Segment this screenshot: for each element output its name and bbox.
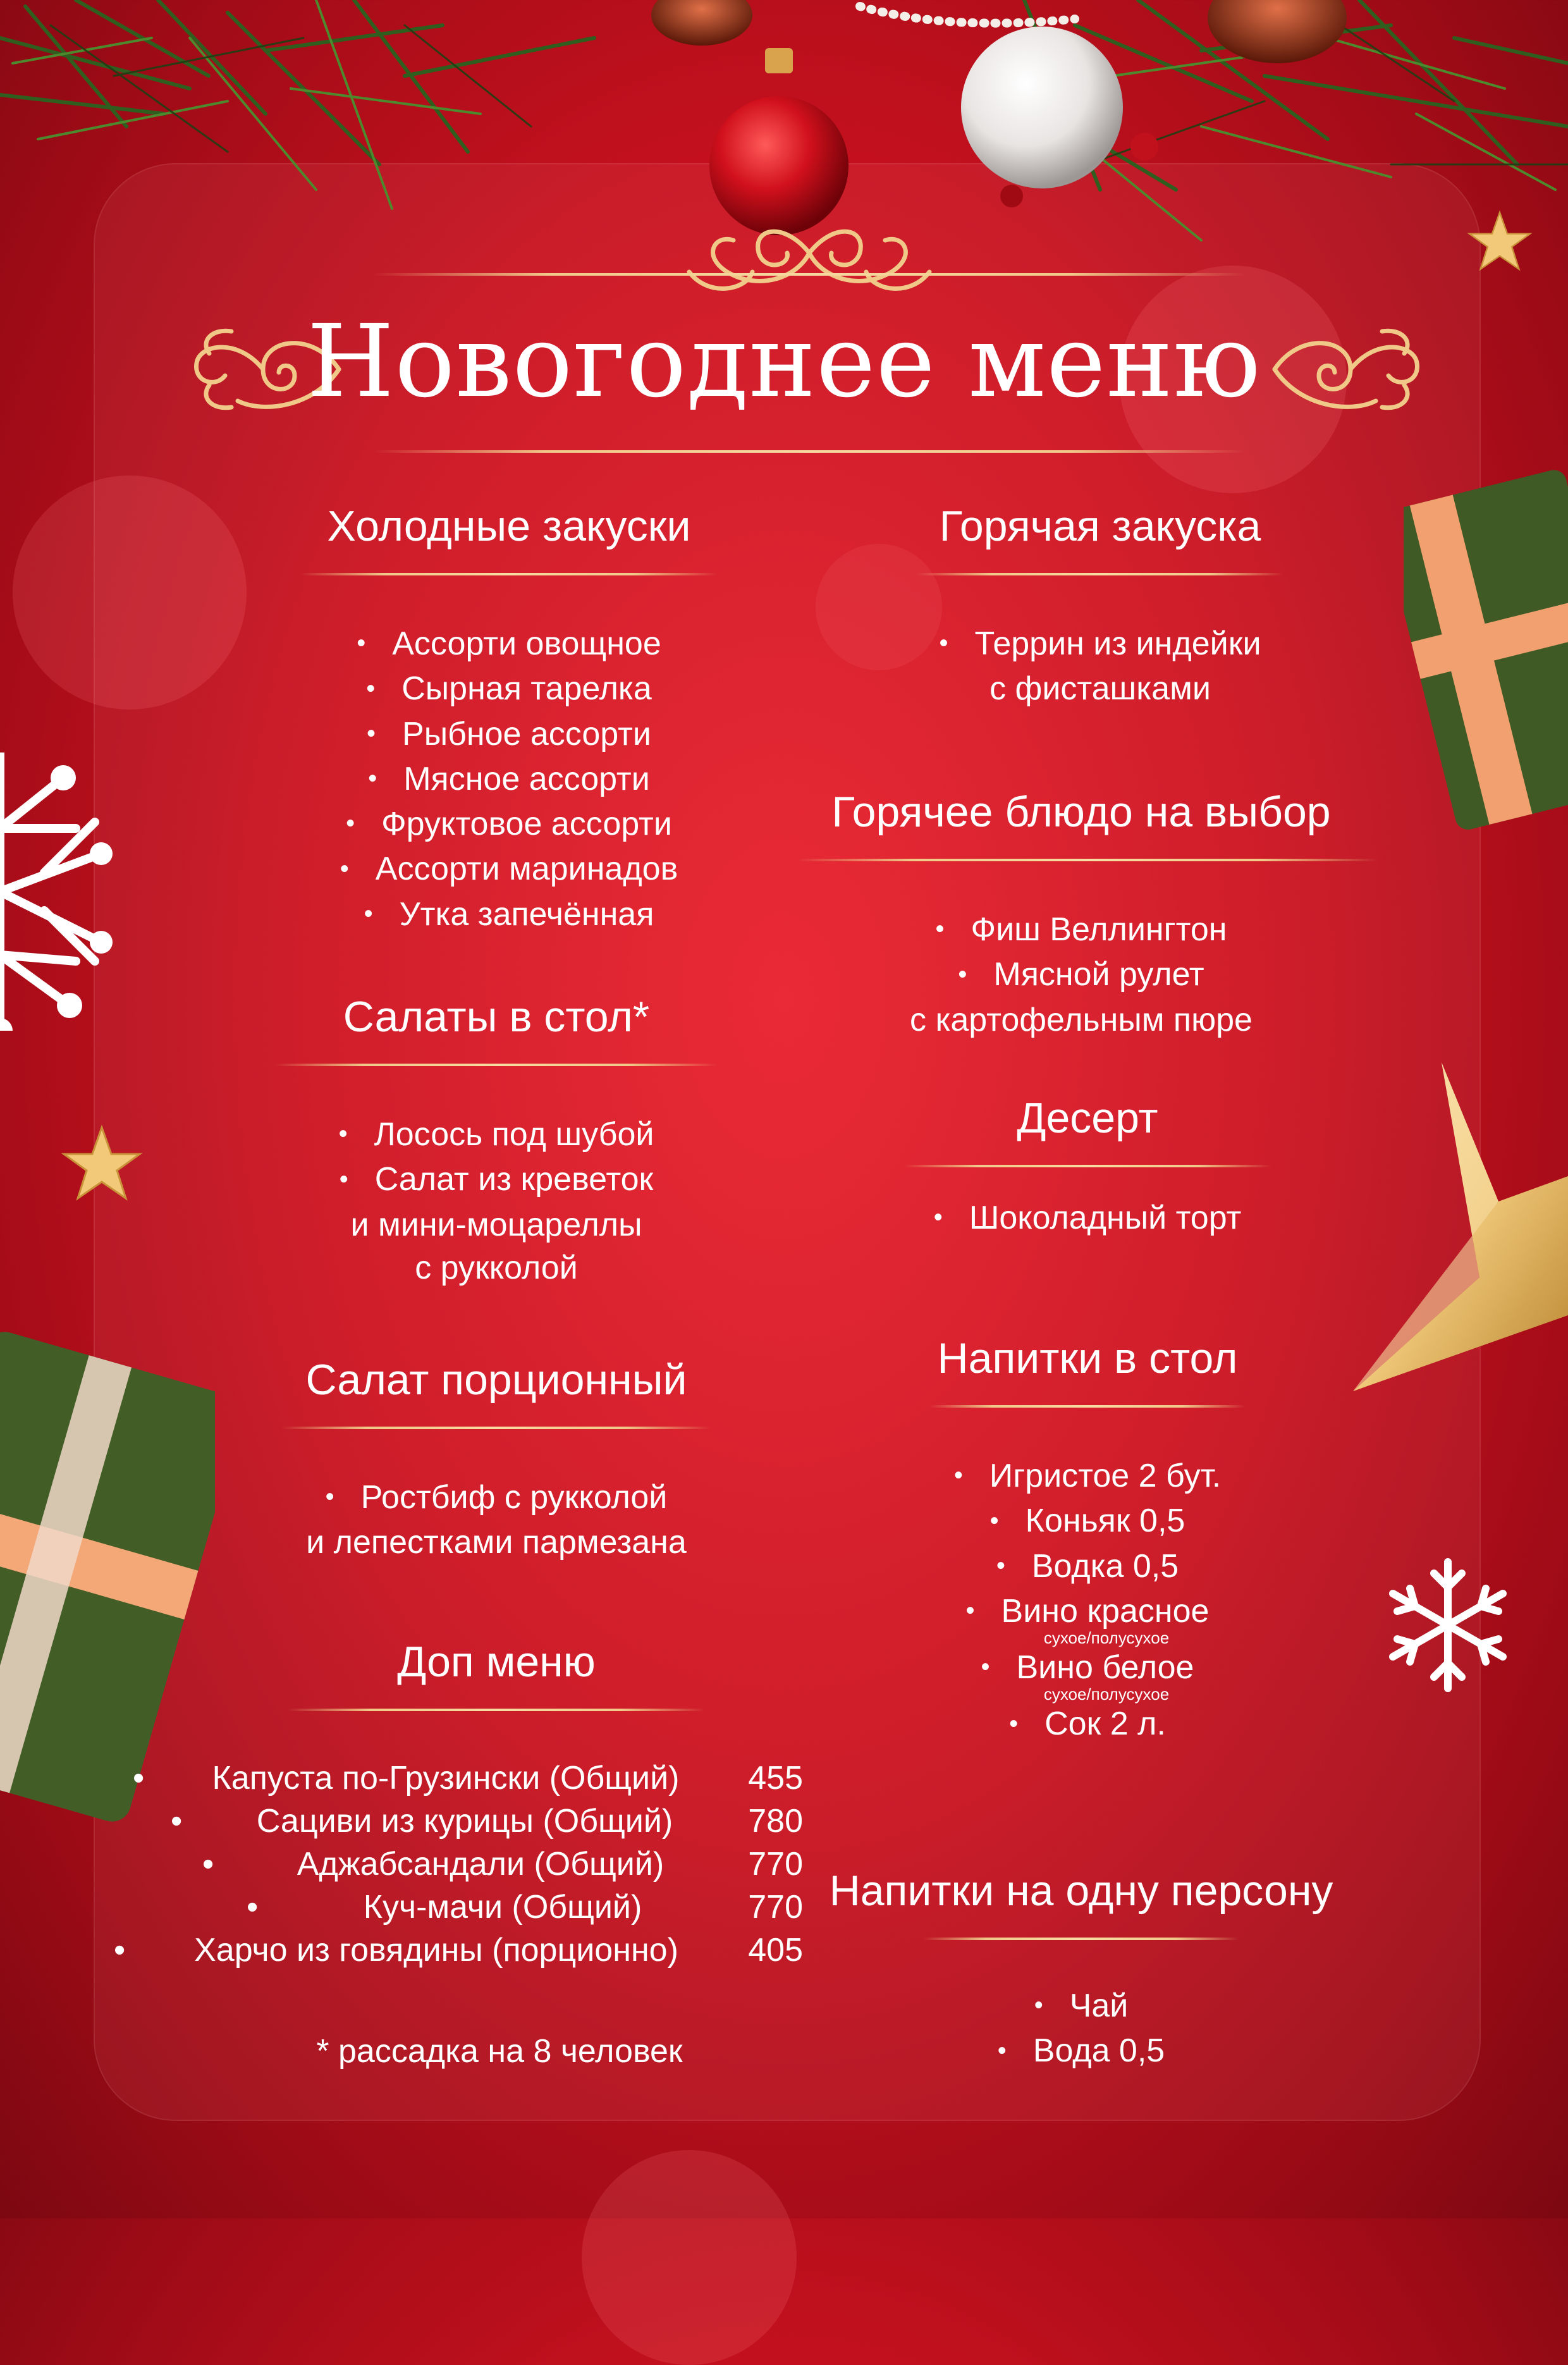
menu-item: • Сок 2 л. [1009,1705,1166,1743]
menu-item: • Сырная тарелка [366,670,652,708]
extra-menu-list [114,1757,803,1972]
snowflake-icon [1378,1556,1517,1695]
section-portion-salad [266,1354,727,1564]
menu-item: • Террин из индейки с фисташками [939,625,1261,708]
gold-star-icon [61,1124,143,1207]
extra-menu-item: • Капуста по-Грузински (Общий) 455 [133,1757,803,1800]
menu-item: • Коньяк 0,5 [989,1502,1185,1540]
section-divider [917,573,1283,575]
ornament-flourish-top [670,215,948,304]
extra-menu-item: • Харчо из говядины (порционно) 405 [133,1929,803,1972]
section-divider [929,1405,1246,1408]
section-drinks-per-person [797,1865,1366,2075]
section-title: Напитки на одну персону [829,1867,1333,1915]
section-title: Горячая закуска [939,502,1261,550]
gold-star-icon [1467,210,1533,276]
bokeh-circle [582,2150,797,2365]
section-title: Десерт [1017,1094,1158,1142]
menu-item: • Шоколадный торт [933,1200,1242,1236]
pinecone-icon [651,0,752,46]
extra-menu-item: • Куч-мачи (Общий) 770 [133,1886,803,1929]
menu-item: • Фиш Веллингтон [935,911,1227,948]
price: 770 [748,1889,803,1926]
extra-menu-item: • Сациви из курицы (Общий) 780 [133,1800,803,1843]
red-ornament-icon [709,96,848,235]
section-salads [266,992,727,1289]
menu-item: • Вода 0,5 [997,2032,1165,2070]
price: 770 [748,1846,803,1883]
section-divider [300,573,718,575]
price: 405 [748,1932,803,1969]
large-gold-star-icon [1353,1062,1568,1398]
section-title: Салаты в стол* [343,993,650,1041]
section-title: Салат порционный [305,1356,687,1404]
section-divider [923,1938,1239,1940]
section-extra-menu [266,1637,727,1711]
section-hot-snack [873,501,1328,710]
menu-item: • Лосось под шубой [338,1116,654,1153]
title-bottom-divider [373,450,1246,453]
menu-item: • Рыбное ассорти [367,715,651,752]
menu-item: • Мясное ассорти [368,760,650,797]
menu-item: • Вино белое сухое/полусухое [847,1646,1328,1702]
price: 455 [748,1760,803,1797]
section-divider [288,1709,705,1711]
section-title: Холодные закуски [327,502,691,550]
gift-box-icon [1404,443,1568,835]
menu-item: • Утка запечённая [364,895,654,933]
section-dessert [847,1093,1328,1241]
menu-item: • Ассорти маринадов [340,851,678,888]
section-table-drinks [847,1333,1328,1748]
menu-item: • Мясной рулет с картофельным пюре [910,956,1253,1038]
extra-menu-item: • Аджабсандали (Общий) 770 [133,1843,803,1886]
menu-title: Новогоднее меню [307,304,1261,420]
price: 780 [748,1803,803,1840]
menu-item: • Салат из креветок и мини-моцареллы с рукколой [339,1161,654,1286]
section-hot-dish [797,787,1366,1041]
section-divider [904,1165,1271,1167]
drink-subtitle: сухое/полусухое [1043,1685,1170,1704]
section-title: Доп меню [397,1638,596,1686]
menu-item: • Водка 0,5 [996,1547,1179,1585]
menu-item: • Чай [1034,1987,1129,2024]
gift-box-icon [0,1315,215,1834]
drink-subtitle: сухое/полусухое [1043,1628,1170,1648]
section-divider [281,1427,711,1429]
section-cold-appetizers [278,501,740,938]
section-divider [797,859,1378,861]
menu-item: • Вино красное сухое/полусухое [847,1590,1328,1646]
menu-item: • Игристое 2 бут. [953,1458,1222,1494]
section-divider [275,1064,718,1066]
seating-note: * рассадка на 8 человек [316,2033,683,2070]
white-ornament-icon [961,27,1123,188]
pinecone-icon [1208,0,1347,63]
menu-item: • Ростбиф с рукколой и лепестками пармезана [306,1479,687,1561]
snowflake-icon [0,752,139,1031]
section-title: Горячее блюдо на выбор [831,788,1331,836]
section-title: Напитки в стол [937,1334,1238,1382]
menu-item: • Ассорти овощное [357,625,661,662]
menu-item: • Фруктовое ассорти [346,806,672,843]
title-top-divider [373,273,1246,276]
